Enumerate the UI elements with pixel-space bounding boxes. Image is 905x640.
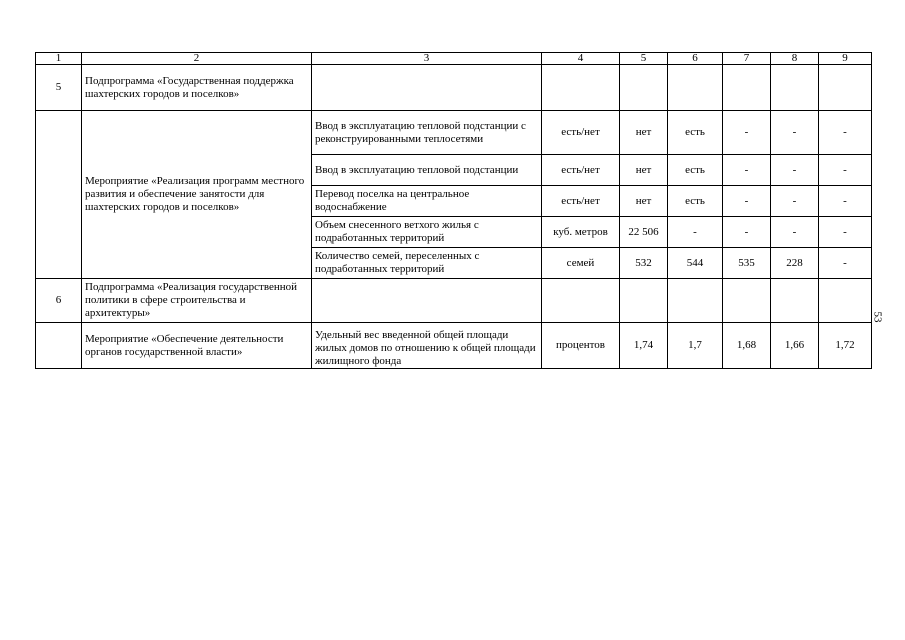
indicator-name: Ввод в эксплуатацию тепловой подстанции <box>312 155 542 186</box>
indicator-name: Удельный вес введенной общей площади жилых домов по отношению к общей площади жилищного фонда <box>312 323 542 369</box>
column-header: 8 <box>771 53 819 65</box>
indicator-unit: есть/нет <box>542 186 620 217</box>
row-number: 6 <box>36 279 82 323</box>
column-header: 1 <box>36 53 82 65</box>
measure-name: Мероприятие «Обеспечение деятельности органов государственной власти» <box>82 323 312 369</box>
program-indicators-table <box>35 52 872 369</box>
page-number: 53 <box>871 311 884 323</box>
subprogram-name: Подпрограмма «Государственная поддержка шахтерских городов и поселков» <box>82 65 312 111</box>
indicator-value: 1,68 <box>723 323 771 369</box>
table-row <box>36 65 872 111</box>
indicator-value: - <box>723 217 771 248</box>
indicator-value: - <box>771 155 819 186</box>
indicator-value: - <box>723 186 771 217</box>
indicator-value: 544 <box>668 248 723 279</box>
column-header: 2 <box>82 53 312 65</box>
indicator-value: нет <box>620 155 668 186</box>
indicator-unit: есть/нет <box>542 155 620 186</box>
indicator-value: есть <box>668 186 723 217</box>
row-number: 5 <box>36 65 82 111</box>
indicator-value: - <box>723 111 771 155</box>
indicator-name: Перевод поселка на центральное водоснабжение <box>312 186 542 217</box>
column-header: 7 <box>723 53 771 65</box>
column-header: 5 <box>620 53 668 65</box>
column-header: 4 <box>542 53 620 65</box>
indicator-unit: куб. метров <box>542 217 620 248</box>
indicator-value: - <box>771 111 819 155</box>
indicator-value: 1,7 <box>668 323 723 369</box>
indicator-value: - <box>723 155 771 186</box>
indicator-value: - <box>819 186 872 217</box>
indicator-name: Ввод в эксплуатацию тепловой подстанции с реконструированными теплосетями <box>312 111 542 155</box>
indicator-value: 1,74 <box>620 323 668 369</box>
indicator-value: - <box>668 217 723 248</box>
indicator-unit: есть/нет <box>542 111 620 155</box>
indicator-name: Количество семей, переселенных с подработанных территорий <box>312 248 542 279</box>
indicator-value: - <box>819 217 872 248</box>
table-row <box>36 111 872 155</box>
indicator-name: Объем снесенного ветхого жилья с подработанных территорий <box>312 217 542 248</box>
indicator-value: есть <box>668 111 723 155</box>
column-header-row <box>36 53 872 65</box>
column-header: 6 <box>668 53 723 65</box>
indicator-value: нет <box>620 186 668 217</box>
column-header: 9 <box>819 53 872 65</box>
column-header: 3 <box>312 53 542 65</box>
indicator-value: 532 <box>620 248 668 279</box>
indicator-value: 22 506 <box>620 217 668 248</box>
indicator-value: - <box>771 186 819 217</box>
measure-name: Мероприятие «Реализация программ местного развития и обеспечение занятости для шахтерских городов и поселков» <box>82 111 312 279</box>
subprogram-name: Подпрограмма «Реализация государственной политики в сфере строительства и архитектуры» <box>82 279 312 323</box>
indicator-value: нет <box>620 111 668 155</box>
indicator-value: 228 <box>771 248 819 279</box>
indicator-value: - <box>819 155 872 186</box>
indicator-value: - <box>771 217 819 248</box>
table-row <box>36 279 872 323</box>
indicator-value: 1,66 <box>771 323 819 369</box>
indicator-value: - <box>819 111 872 155</box>
indicator-value: 535 <box>723 248 771 279</box>
indicator-value: есть <box>668 155 723 186</box>
indicator-unit: процентов <box>542 323 620 369</box>
indicator-value: 1,72 <box>819 323 872 369</box>
indicator-unit: семей <box>542 248 620 279</box>
table-row <box>36 323 872 369</box>
indicator-value: - <box>819 248 872 279</box>
